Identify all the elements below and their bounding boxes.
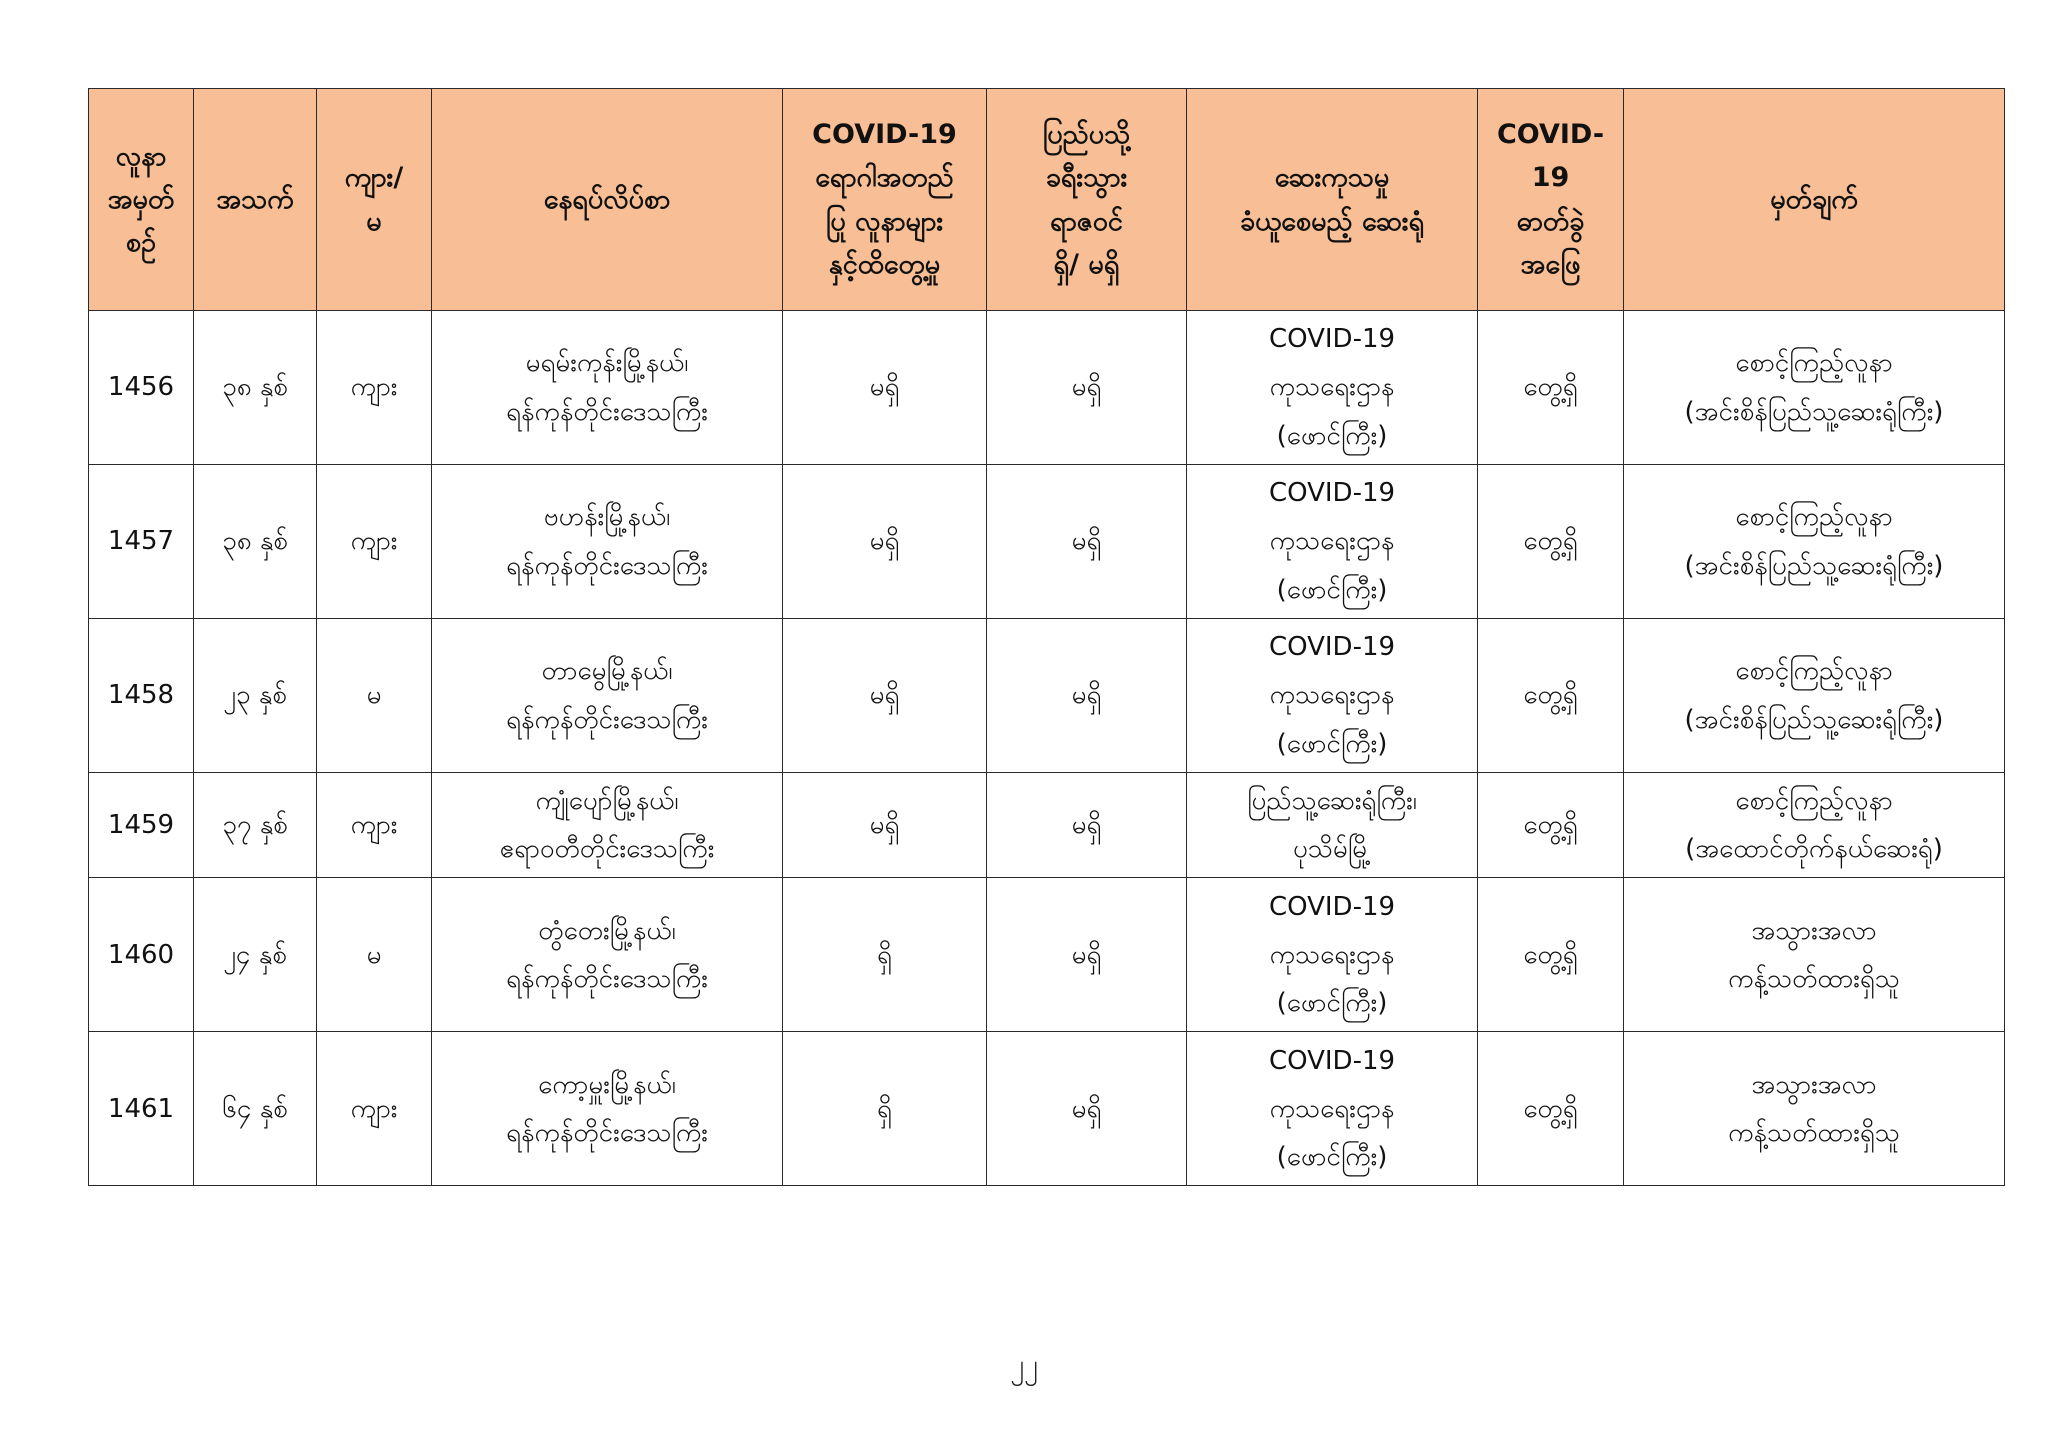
cell-hospital: COVID-19 ကုသရေးဌာန (ဖောင်ကြီး) [1187, 878, 1478, 1032]
header-patient-no: လူနာ အမှတ် စဉ် [89, 89, 194, 311]
cell-remark: စောင့်ကြည့်လူနာ (အင်းစိန်ပြည်သူ့ဆေးရုံကြီး) [1624, 619, 2005, 773]
cell-patient-no: 1459 [89, 773, 194, 878]
cell-contact: မရှိ [783, 311, 987, 465]
cell-address: မရမ်းကုန်းမြို့နယ်၊ ရန်ကုန်တိုင်းဒေသကြီး [432, 311, 783, 465]
cell-age: ၃၇ နှစ် [194, 773, 317, 878]
cell-contact: ရှိ [783, 878, 987, 1032]
cell-age: ၂၄ နှစ် [194, 878, 317, 1032]
cell-patient-no: 1460 [89, 878, 194, 1032]
cell-lab-result: တွေ့ရှိ [1478, 311, 1624, 465]
table-row [89, 465, 2005, 619]
cell-address: တွံတေးမြို့နယ်၊ ရန်ကုန်တိုင်းဒေသကြီး [432, 878, 783, 1032]
cell-hospital: COVID-19 ကုသရေးဌာန (ဖောင်ကြီး) [1187, 1032, 1478, 1186]
cell-sex: ကျား [317, 1032, 432, 1186]
cell-hospital: COVID-19 ကုသရေးဌာန (ဖောင်ကြီး) [1187, 465, 1478, 619]
header-remark: မှတ်ချက် [1624, 89, 2005, 311]
cell-travel-history: မရှိ [987, 465, 1187, 619]
cell-sex: ကျား [317, 311, 432, 465]
cell-sex: ကျား [317, 465, 432, 619]
table-row [89, 878, 2005, 1032]
header-age: အသက် [194, 89, 317, 311]
cell-hospital: COVID-19 ကုသရေးဌာန (ဖောင်ကြီး) [1187, 311, 1478, 465]
cell-hospital: ပြည်သူ့ဆေးရုံကြီး၊ ပုသိမ်မြို့ [1187, 773, 1478, 878]
header-address: နေရပ်လိပ်စာ [432, 89, 783, 311]
table-row [89, 1032, 2005, 1186]
cell-remark: အသွားအလာ ကန့်သတ်ထားရှိသူ [1624, 878, 2005, 1032]
cell-lab-result: တွေ့ရှိ [1478, 878, 1624, 1032]
cell-travel-history: မရှိ [987, 619, 1187, 773]
table-row [89, 773, 2005, 878]
cell-remark: အသွားအလာ ကန့်သတ်ထားရှိသူ [1624, 1032, 2005, 1186]
cell-remark: စောင့်ကြည့်လူနာ (အင်းစိန်ပြည်သူ့ဆေးရုံကြီး) [1624, 311, 2005, 465]
cell-remark: စောင့်ကြည့်လူနာ (အင်းစိန်ပြည်သူ့ဆေးရုံကြီး) [1624, 465, 2005, 619]
cell-remark: စောင့်ကြည့်လူနာ (အထောင်တိုက်နယ်ဆေးရုံ) [1624, 773, 2005, 878]
cell-contact: မရှိ [783, 773, 987, 878]
cell-patient-no: 1457 [89, 465, 194, 619]
cell-travel-history: မရှိ [987, 773, 1187, 878]
cell-age: ၆၄ နှစ် [194, 1032, 317, 1186]
cell-age: ၃၈ နှစ် [194, 311, 317, 465]
cell-address: ကျုံပျော်မြို့နယ်၊ ဧရာဝတီတိုင်းဒေသကြီး [432, 773, 783, 878]
cell-age: ၂၃ နှစ် [194, 619, 317, 773]
cell-patient-no: 1456 [89, 311, 194, 465]
header-contact: COVID-19 ရောဂါအတည် ပြု လူနာများ နှင့်ထိတွေ့မှု [783, 89, 987, 311]
cell-sex: မ [317, 878, 432, 1032]
table-header-row [89, 89, 2005, 311]
cell-lab-result: တွေ့ရှိ [1478, 1032, 1624, 1186]
header-lab-result: COVID- 19 ဓာတ်ခွဲ အဖြေ [1478, 89, 1624, 311]
cell-travel-history: မရှိ [987, 878, 1187, 1032]
cell-sex: ကျား [317, 773, 432, 878]
cell-age: ၃၈ နှစ် [194, 465, 317, 619]
cell-contact: မရှိ [783, 465, 987, 619]
cell-lab-result: တွေ့ရှိ [1478, 619, 1624, 773]
header-hospital: ဆေးကုသမှု ခံယူစေမည့် ဆေးရုံ [1187, 89, 1478, 311]
table-row [89, 619, 2005, 773]
cell-contact: မရှိ [783, 619, 987, 773]
cell-patient-no: 1461 [89, 1032, 194, 1186]
table-row [89, 311, 2005, 465]
cell-travel-history: မရှိ [987, 1032, 1187, 1186]
cell-address: ဗဟန်းမြို့နယ်၊ ရန်ကုန်တိုင်းဒေသကြီး [432, 465, 783, 619]
header-travel-history: ပြည်ပသို့ ခရီးသွား ရာဇဝင် ရှိ/ မရှိ [987, 89, 1187, 311]
cell-address: တာမွေမြို့နယ်၊ ရန်ကုန်တိုင်းဒေသကြီး [432, 619, 783, 773]
cell-contact: ရှိ [783, 1032, 987, 1186]
cell-lab-result: တွေ့ရှိ [1478, 773, 1624, 878]
cell-patient-no: 1458 [89, 619, 194, 773]
cell-address: ကော့မှူးမြို့နယ်၊ ရန်ကုန်တိုင်းဒေသကြီး [432, 1032, 783, 1186]
cell-hospital: COVID-19 ကုသရေးဌာန (ဖောင်ကြီး) [1187, 619, 1478, 773]
cell-sex: မ [317, 619, 432, 773]
cell-travel-history: မရှိ [987, 311, 1187, 465]
cell-lab-result: တွေ့ရှိ [1478, 465, 1624, 619]
page-number: ၂၂ [1010, 1348, 1038, 1381]
header-sex: ကျား/ မ [317, 89, 432, 311]
patient-table [88, 88, 2005, 1186]
